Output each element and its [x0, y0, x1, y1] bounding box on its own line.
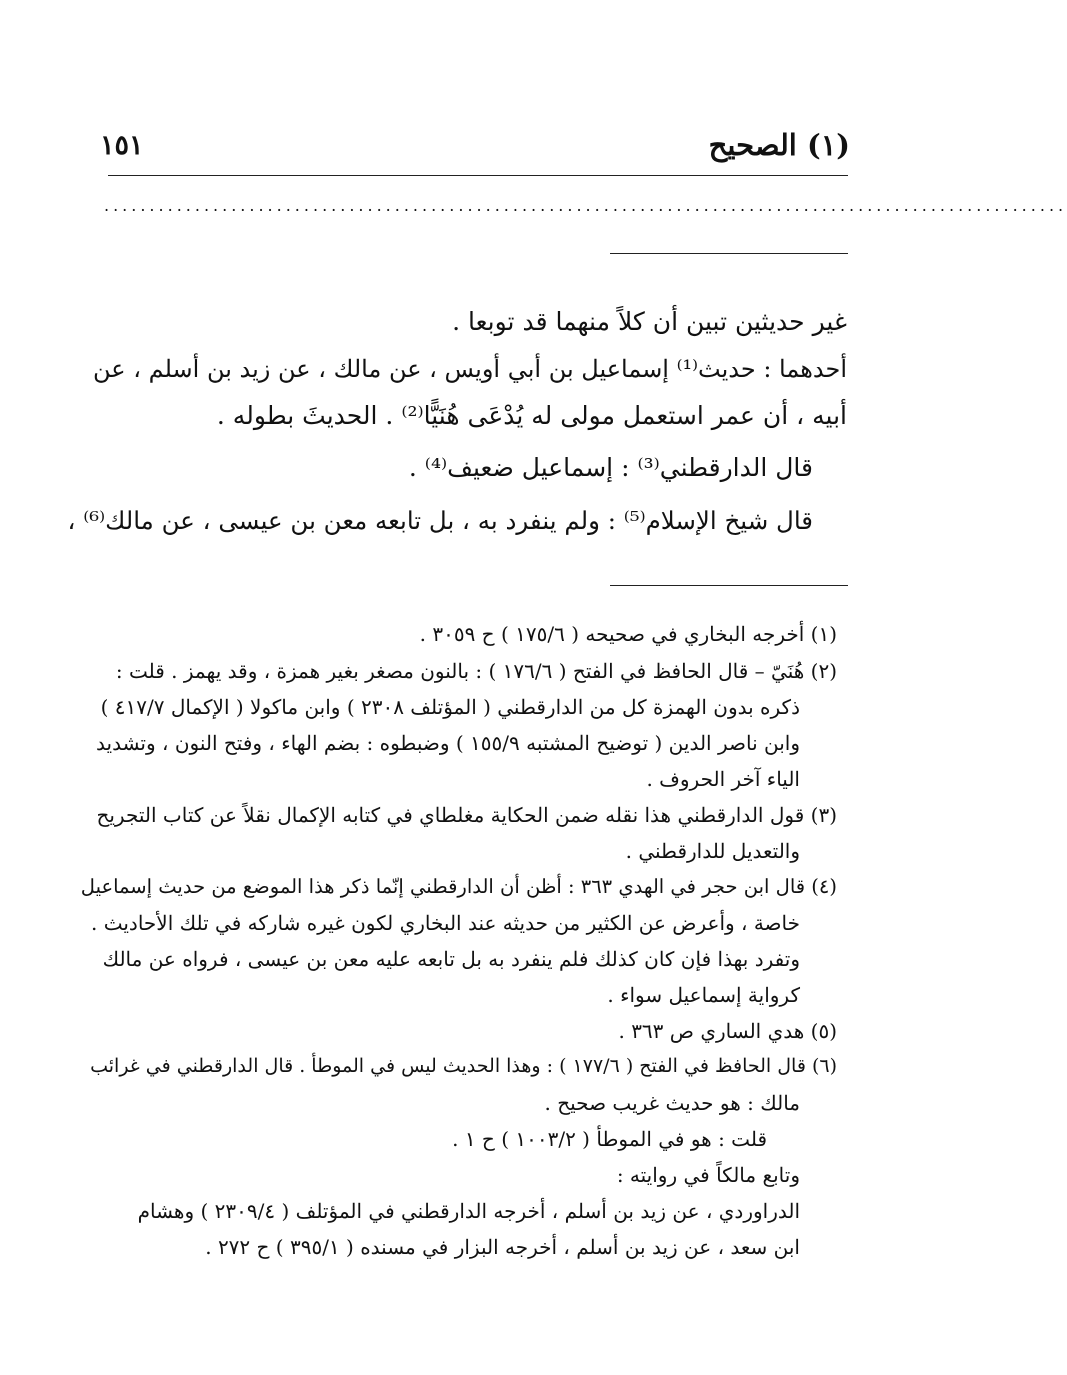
footnote-line: ابن سعد ، عن زيد بن أسلم ، أخرجه البزار في مسنده ( ٣٩٥/١ ) ح ٢٧٢ . [205, 1235, 800, 1259]
footnote-line: (٥) هدي الساري ص ٣٦٣ . [618, 1019, 837, 1043]
chapter-title: (١) الصحيح [708, 128, 850, 162]
footnote-line: (٣) قول الدارقطني هذا نقله ضمن الحكاية مغلطاي في كتابه الإكمال نقلاً عن كتاب التجريح [96, 803, 837, 827]
section-rule [610, 253, 848, 254]
dotted-separator: .......................................................................................................... [104, 196, 1067, 215]
main-text-line: أبيه ، أن عمر استعمل مولى له يُدْعَى هُنَيًّا⁽²⁾ . الحديثَ بطوله . [216, 401, 847, 430]
page-number: ١٥١ [100, 130, 144, 161]
footnote-line: الدراوردي ، عن زيد بن أسلم ، أخرجه الدارقطني في المؤتلف ( ٢٣٠٩/٤ ) وهشام [137, 1199, 800, 1223]
footnote-line: وتفرد بهذا فإن كان كذلك فلم ينفرد به بل تابعه عليه معن بن عيسى ، فرواه عن مالك [102, 947, 800, 971]
footnote-line: (٤) قال ابن حجر في الهدي ٣٦٣ : أظن أن الدارقطني إنّما ذكر هذا الموضع من حديث إسماعيل [80, 875, 837, 898]
footnote-line: مالك : هو حديث غريب صحيح . [544, 1091, 800, 1115]
page-header [100, 128, 850, 178]
footnote-line: وتابع مالكاً في روايته : [616, 1163, 800, 1187]
footnote-line: (٦) قال الحافظ في الفتح ( ١٧٧/٦ ) : وهذا الحديث ليس في الموطأ . قال الدارقطني في غرائب [90, 1055, 837, 1077]
footnote-rule [610, 585, 848, 586]
footnote-line: خاصة ، وأعرض عن الكثير من حديثه عند البخاري لكون غيره شاركه في تلك الأحاديث . [91, 911, 800, 935]
main-text-line: قال الدارقطني⁽³⁾ : إسماعيل ضعيف⁽⁴⁾ . [408, 453, 813, 482]
main-text-line: غير حديثين تبين أن كلاً منهما قد توبعا . [452, 307, 847, 336]
footnote-line: والتعديل للدارقطني . [625, 839, 800, 863]
footnote-line: ذكره بدون الهمزة كل من الدارقطني ( المؤتلف ٢٣٠٨ ) وابن ماكولا ( الإكمال ٤١٧/٧ ) [100, 695, 800, 719]
footnote-line: (١) أخرجه البخاري في صحيحه ( ١٧٥/٦ ) ح ٣٠٥٩ . [419, 622, 837, 646]
main-text-line: أحدهما : حديث⁽¹⁾ إسماعيل بن أبي أويس ، عن مالك ، عن زيد بن أسلم ، عن [93, 355, 847, 383]
footnote-line: وابن ناصر الدين ( توضيح المشتبه ١٥٥/٩ ) وضبطوه : بضم الهاء ، وفتح النون ، وتشديد [96, 731, 800, 755]
footnote-line: قلت : هو في الموطأ ( ١٠٠٣/٢ ) ح ١ . [452, 1127, 767, 1151]
footnote-line: (٢) هُنَيّ – قال الحافظ في الفتح ( ١٧٦/٦ ) : بالنون مصغر بغير همزة ، وقد يهمز . قلت : [115, 659, 837, 683]
footnote-line: كرواية إسماعيل سواء . [607, 983, 800, 1007]
main-text-line: قال شيخ الإسلام⁽⁵⁾ : ولم ينفرد به ، بل تابعه معن بن عيسى ، عن مالك⁽⁶⁾ ، [67, 506, 813, 535]
header-rule [108, 175, 848, 176]
footnote-line: الياء آخر الحروف . [646, 767, 800, 791]
